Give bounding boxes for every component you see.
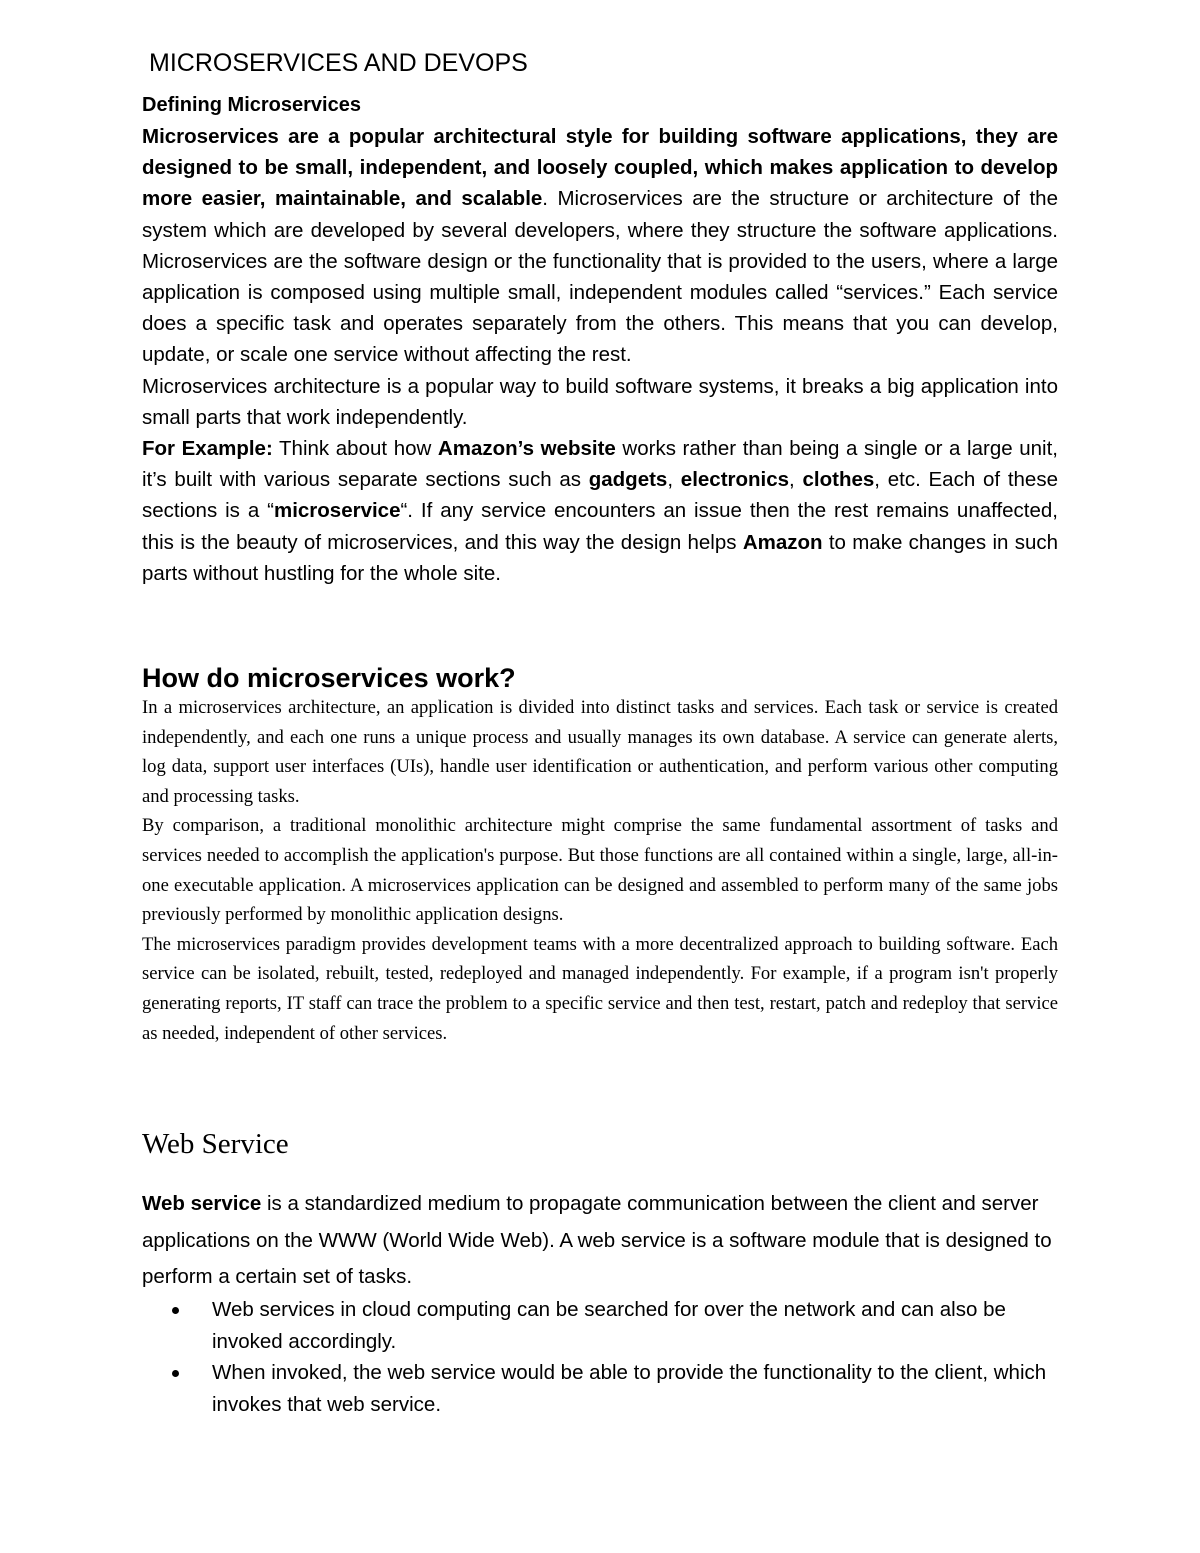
bullet-text: When invoked, the web service would be able to provide the functionality to the client, which invokes that web service. (212, 1361, 1047, 1416)
example-text: to make changes in such parts without hustling for the whole site. (142, 530, 1058, 585)
example-bold: electronics (680, 468, 790, 492)
example-text: works rather than being a single or a large unit, it’s built with various separate sections such as (142, 437, 1058, 492)
list-item (142, 1357, 1058, 1420)
paragraph-how-3: The microservices paradigm provides development teams with a more decentralized approach to building software. Each service can be isolated, rebuilt, tested, redeployed and managed independently. For example, if a program isn't properly generating reports, IT staff can trace the problem to a specific service and then test, restart, patch and redeploy that service as needed, independent of other services. (142, 933, 1058, 1044)
document-title: MICROSERVICES AND DEVOPS (149, 49, 528, 77)
web-bold-lead: Web service (142, 1192, 262, 1215)
section-heading-defining: Defining Microservices (142, 94, 361, 116)
web-intro-text: is a standardized medium to propagate communication between the client and server applications on the WWW (World Wide Web). A web service is a software module that is designed to perform a certain set of tasks. (142, 1192, 1052, 1288)
bullet-icon (172, 1370, 179, 1377)
example-bold: microservice (273, 499, 401, 523)
list-item (142, 1294, 1058, 1357)
example-text: , etc. Each of these sections is a “ (142, 468, 1058, 523)
bullet-text: Web services in cloud computing can be searched for over the network and can also be invoked accordingly. (212, 1298, 1006, 1353)
example-text: , (789, 468, 803, 492)
paragraph-web-intro (142, 1186, 1058, 1296)
example-text: , (667, 468, 681, 492)
example-label: For Example: (142, 437, 273, 461)
section-heading-web: Web Service (142, 1128, 289, 1160)
section-web-body (142, 1186, 1058, 1296)
example-bold: Amazon (742, 530, 823, 554)
paragraph-definition (142, 121, 1058, 371)
example-bold: Amazon’s website (437, 437, 616, 461)
example-text: “. If any service encounters an issue then the rest remains unaffected, this is the beauty of microservices, and this way the design helps (142, 499, 1058, 554)
example-bold: clothes (802, 468, 875, 492)
example-bold: gadgets (588, 468, 668, 492)
definition-text: . Microservices are the structure or architecture of the system which are developed by several developers, where they structure the software applications. Microservices are the software design or the functionality that is provided to the users, where a large application is composed using multiple small, independent modules called “services.” Each service does a specific task and operates separately from the others. This means that you can develop, update, or scale one service without affecting the rest. (142, 187, 1058, 367)
section-how-body (142, 693, 1058, 1048)
paragraph-architecture: Microservices architecture is a popular way to build software systems, it breaks a big application into small parts that work independently. (142, 374, 1058, 429)
web-bullet-list (142, 1294, 1058, 1420)
paragraph-example (142, 433, 1058, 589)
bold-intro: Microservices are a popular architectural style for building software applications, they are designed to be small, independent, and loosely coupled, which makes application to develop more easier, maintainable, and scalable (142, 125, 1058, 211)
paragraph-how-2: By comparison, a traditional monolithic architecture might comprise the same fundamental assortment of tasks and services needed to accomplish the application's purpose. But those functions are all contained within a single, large, all-in-one executable application. A microservices application can be designed and assembled to perform many of the same jobs previously performed by monolithic application designs. (142, 815, 1058, 926)
paragraph-how-1: In a microservices architecture, an application is divided into distinct tasks and services. Each task or service is created independently, and each one runs a unique process and usually manages its own database. A service can generate alerts, log data, support user interfaces (UIs), handle user identification or authentication, and perform various other computing and processing tasks. (142, 697, 1058, 807)
example-text: Think about how (272, 437, 438, 461)
section-defining-body (142, 121, 1058, 589)
section-heading-how: How do microservices work? (142, 663, 516, 693)
bullet-icon (172, 1307, 179, 1314)
